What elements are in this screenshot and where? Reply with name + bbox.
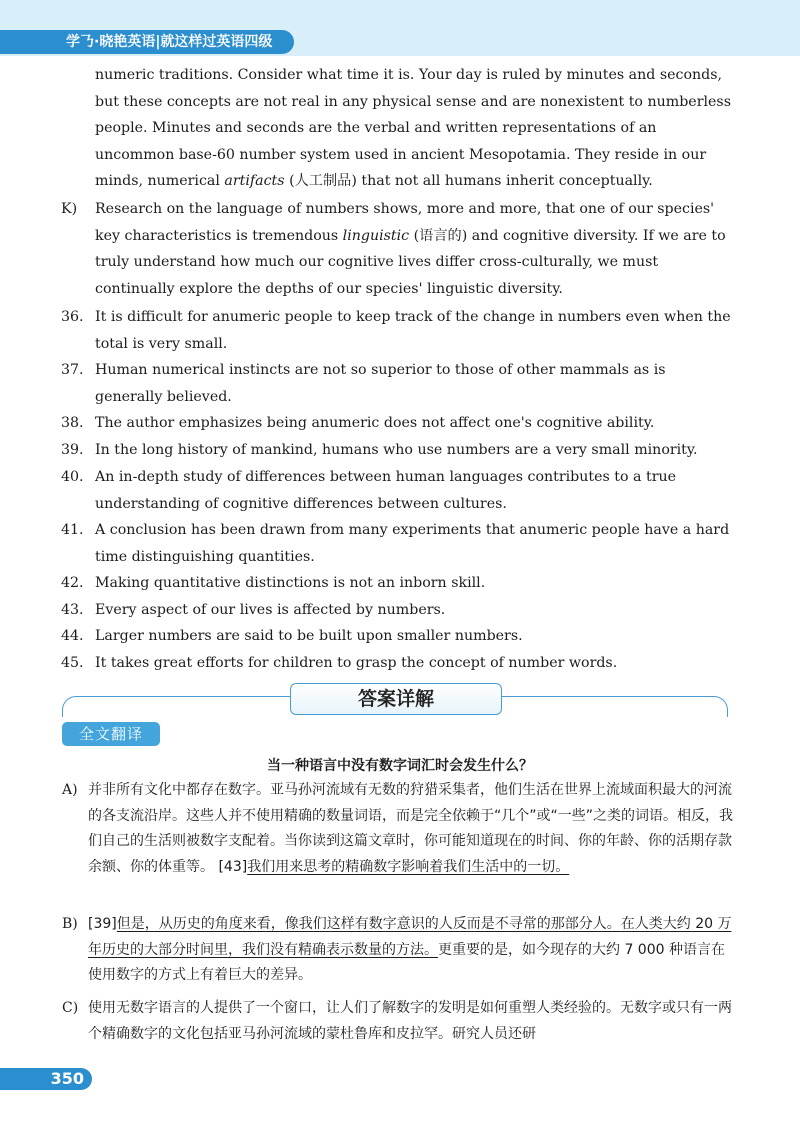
question-43: 43. Every aspect of our lives is affected by numbers. [61,602,446,618]
question-38: 38. The author emphasizes being anumeric does not affect one's cognitive ability. [61,415,655,431]
translation-badge: 全文翻译 [62,722,160,746]
question-42: 42. Making quantitative distinctions is not an inborn skill. [61,575,486,591]
translation-a: A) 并非所有文化中都存在数字。亚马孙河流域有无数的狩猎采集者，他们生活在世界上流域面积最大的河流的各支流沿岸。这些人并不使用精确的数量词语，而是完全依赖于“几个”或“一些”之类的词语。相反，我们自己的生活则被数字支配着。当你读到这篇文章时，你可能知道现在的时间、你的年龄、你的活期存款余额、你的体重等。 [43]我们用来思考的精确数字影响着我们生活中的一切。 [88,778,738,880]
paragraph-j-continued: numeric traditions. Consider what time it is. Your day is ruled by minutes and seconds, but these concepts are not real in any physical sense and are nonexistent to numberless people. Minutes and seconds are the verbal and written representations of an uncommon base-60 number system used in ancient Mesopotamia. They reside in our minds, numerical artifacts (人工制品) that not all humans inherit conceptually. [95,67,731,190]
paragraph-label: C) [62,1000,79,1016]
paragraph-label: K) [61,201,78,217]
underlined-answer: 在人类大约 20 万年历史的大部分时间里，我们没有精确表示数量的方法。 [88,916,732,958]
page-number: 350 [0,1068,92,1090]
question-37: 37. Human numerical instincts are not so superior to those of other mammals as is generally believed. [61,362,666,405]
translation-c: C) 使用无数字语言的人提供了一个窗口，让人们了解数字的发明是如何重塑人类经验的。无数字或只有一两个精确数字的文化包括亚马孙河流域的蒙杜鲁库和皮拉罕。研究人员还研 [88,996,738,1047]
question-45: 45. It takes great efforts for children to grasp the concept of number words. [61,655,618,671]
translation-b: B) [39]但是，从历史的角度来看，像我们这样有数字意识的人反而是不寻常的那部分人。在人类大约 20 万年历史的大部分时间里，我们没有精确表示数量的方法。更重要的是，如今现存的大约 7 000 种语言在使用数字的方式上有着巨大的差异。 [88,912,738,989]
question-40: 40. An in-depth study of differences between human languages contributes to a true understanding of cognitive differences between cultures. [61,469,677,512]
question-39: 39. In the long history of mankind, humans who use numbers are a very small minority. [61,442,698,458]
paragraph-label: A) [62,782,78,798]
underlined-answer: 我们用来思考的精确数字影响着我们生活中的一切。 [247,858,570,875]
question-44: 44. Larger numbers are said to be built upon smaller numbers. [61,628,523,644]
question-41: 41. A conclusion has been drawn from many experiments that anumeric people have a hard time distinguishing quantities. [61,522,730,565]
question-36: 36. It is difficult for anumeric people to keep track of the change in numbers even when the total is very small. [61,309,731,352]
answer-section-title: 答案详解 [290,683,502,715]
translation-title: 当一种语言中没有数字词汇时会发生什么？ [267,758,533,774]
series-title: 学𠄎·晓艳英语|就这样过英语四级 [0,30,294,54]
underlined-answer: 但是，从历史的角度来看，像我们这样有数字意识的人反而是不寻常的那部分人。 [116,916,621,932]
paragraph-label: B) [62,916,78,932]
paragraph-k: K) Research on the language of numbers shows, more and more, that one of our species' key characteristics is tremendous linguistic (语言的) and cognitive diversity. If we are to truly understand how much our cognitive lives differ cross-culturally, we must continually explore the depths of our species' linguistic diversity. [95,196,735,302]
